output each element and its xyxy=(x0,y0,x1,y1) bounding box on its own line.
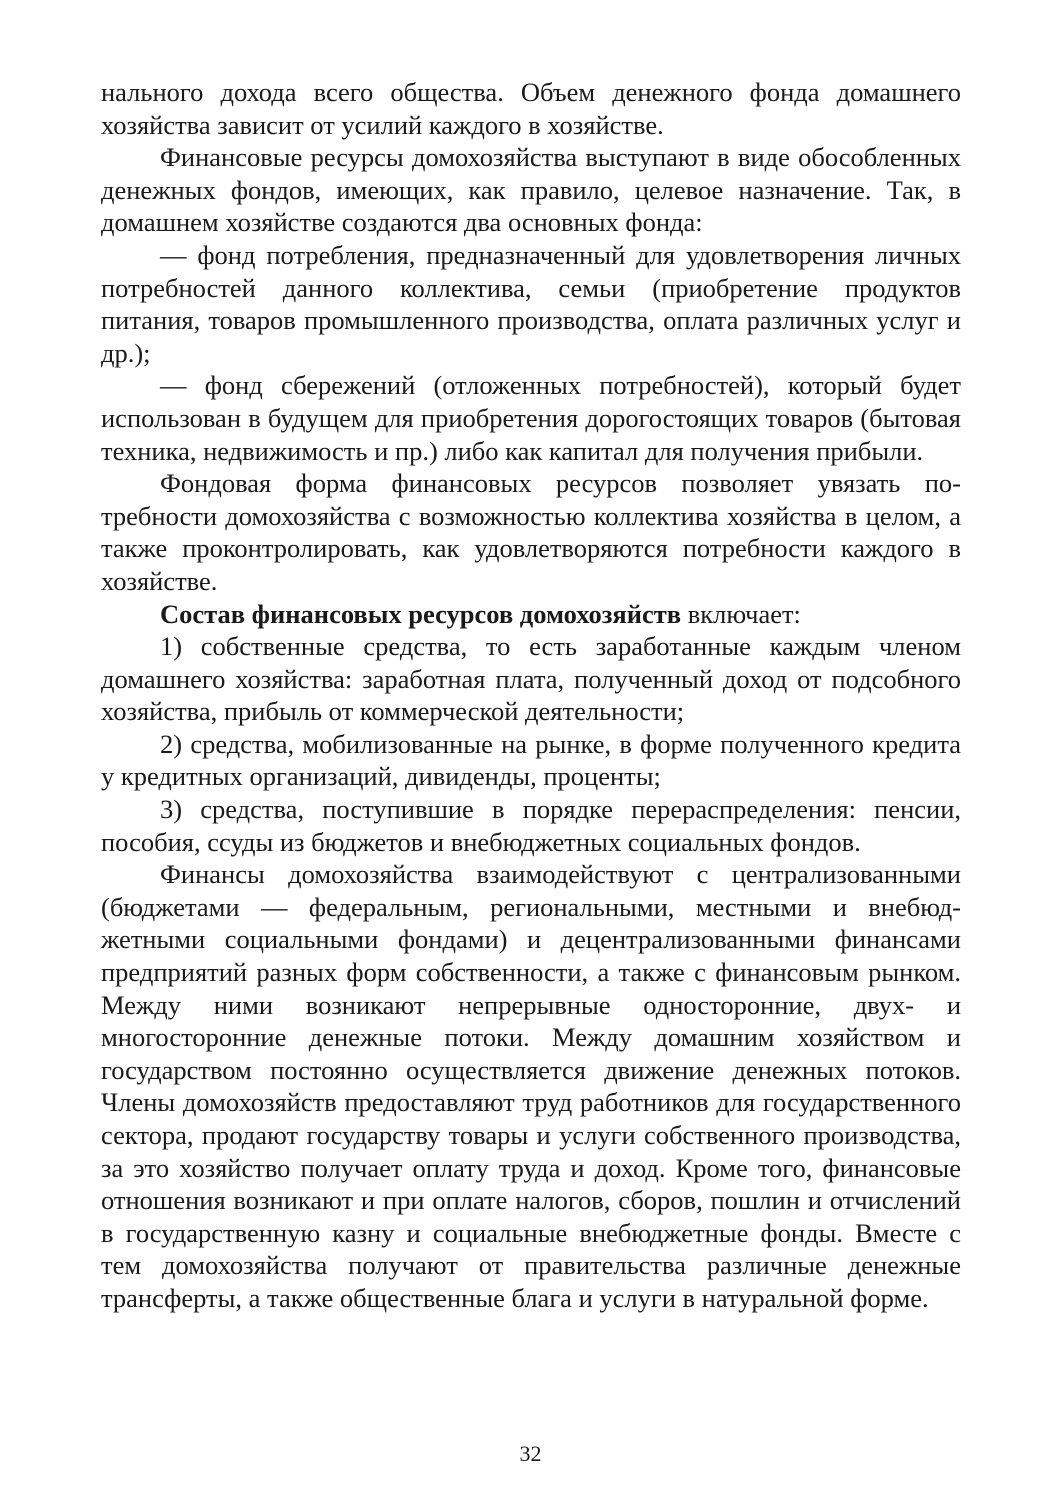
body-text xyxy=(101,76,961,1315)
paragraph-fund-form: Фондовая форма финансовых ресурсов позволяет увязать потребности домохозяйства с возможностью коллектива хозяйства в целом, а также проконтролировать, как удовлетворяются потребности каждого в хозяйстве. xyxy=(101,468,961,596)
list-item-own-funds: 1) собственные средства, то есть заработанные каждым членом домашнего хозяйства: заработная плата, полученный доход от подсобного хозяйства, прибыль от коммерческой деятельности; xyxy=(101,631,961,727)
paragraph-composition-heading xyxy=(101,598,961,631)
paragraph-financial-resources: Финансовые ресурсы домохозяйства выступают в виде обособленных денежных фондов, имеющих, как правило, целевое назначение. Так, в домашнем хозяйстве создаются два основных фонда: xyxy=(101,142,961,238)
paragraph-continuation: нального дохода всего общества. Объем денежного фонда домашнего хозяйства зависит от усилий каждого в хозяйстве. xyxy=(101,77,961,140)
list-item-consumption-fund: — фонд потребления, предназначенный для удовлетворения личных потребностей данного коллектива, семьи (приобретение продуктов питания, товаров промышленного производства, оплата различных услуг и др.); xyxy=(101,239,961,368)
list-item-market-funds: 2) средства, мобилизованные на рынке, в форме полученного кредита у кредитных организаций, дивиденды, проценты; xyxy=(101,728,961,792)
page-number: 32 xyxy=(519,1441,542,1466)
composition-rest: включает: xyxy=(681,598,801,629)
list-item-redistribution-funds: 3) средства, поступившие в порядке перераспределения: пенсии, пособия, ссуды из бюджетов и внебюджетных социальных фондов. xyxy=(101,794,961,857)
list-item-savings-fund: — фонд сбережений (отложенных потребностей), который будет использован в будущем для приобретения дорогостоящих товаров (бытовая техника, недвижимость и пр.) либо как капитал для получения прибыли. xyxy=(101,370,961,466)
paragraph-interaction: Финансы домохозяйства взаимодействуют с централизованными (бюджетами — федеральным, региональными, местными и внебюджетными социальными фондами) и децентрализованными финансами предприятий разных форм собственности, а также с финансовым рынком. Между ними возникают непрерывные односторонние, двух- и многосторонние денежные потоки. Между домашним хозяйством и государством постоянно осуществляется движение денежных потоков. Члены домохозяйств предоставляют труд работников для государственного сектора, продают государству товары и услуги собственного производства, за это хозяйство получает оплату труда и доход. Кроме того, финансовые отношения возникают и при оплате налогов, сборов, пошлин и отчислений в государственную казну и социальные внебюджетные фонды. Вместе с тем домохозяйства получают от правительства различные денежные трансферты, а также общественные блага и услуги в натуральной форме. xyxy=(101,859,961,1313)
composition-bold-term: Состав финансовых ресурсов домохозяйств xyxy=(160,598,682,629)
